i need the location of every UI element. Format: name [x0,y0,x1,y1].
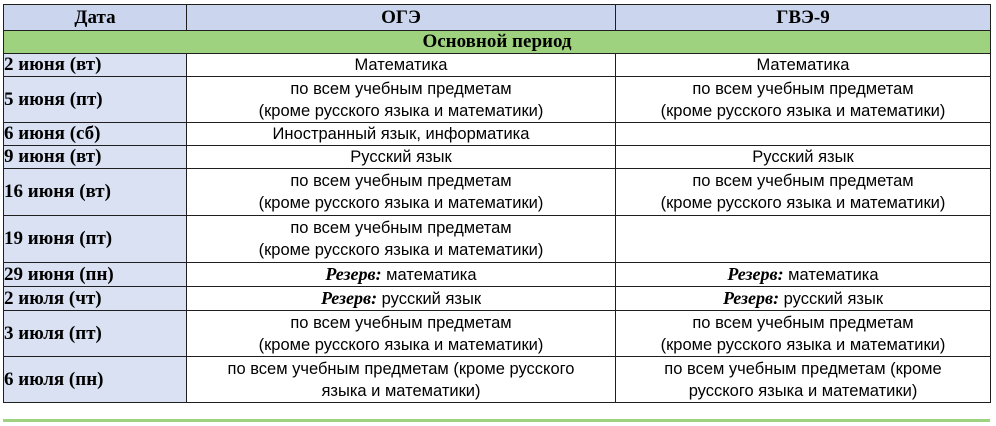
oge-cell [187,77,616,123]
cell-line: (кроме русского языка и математики) [258,241,544,259]
reserve-label: Резерв: [722,288,780,308]
oge-cell [187,263,616,287]
cell-line: Иностранный язык, информатика [272,125,530,143]
gve-cell-empty [616,123,991,146]
gve-cell [616,311,991,357]
header-date: Дата [4,5,187,31]
oge-cell [187,169,616,216]
cell-line: по всем учебным предметам [290,219,512,237]
cell-line: (кроме русского языка и математики) [660,101,946,120]
table-row [4,77,991,123]
reserve-text: математика [783,266,879,284]
table-row [4,54,991,77]
cell-line: по всем учебным предметам [290,172,512,190]
header-oge: ОГЭ [187,5,616,31]
reserve-label: Резерв: [325,264,382,284]
cell-line: Математика [756,56,850,74]
reserve-text: русский язык [779,290,884,308]
gve-cell [616,263,991,287]
row-date: 29 июня (пн) [4,263,187,287]
row-date: 2 июля (чт) [4,287,187,311]
oge-cell [187,146,616,169]
row-date: 9 июня (вт) [4,146,187,169]
cell-line: языка и математики) [321,381,481,400]
row-date: 2 июня (вт) [4,54,187,77]
cell-line: Математика [354,56,448,74]
cell-line: по всем учебным предметам [290,313,512,332]
oge-cell [187,216,616,263]
oge-cell [187,311,616,357]
cell-line: русского языка и математики) [688,381,918,400]
cell-line: по всем учебным предметам (кроме [664,359,942,378]
reserve-text: математика [381,266,477,284]
gve-cell [616,146,991,169]
oge-cell [187,54,616,77]
exam-schedule-table [3,4,991,403]
bottom-divider [3,419,990,422]
table-row [4,216,991,263]
cell-line: (кроме русского языка и математики) [258,194,544,212]
cell-line: по всем учебным предметам (кроме русского [227,359,575,378]
period-title: Основной период [4,31,991,54]
gve-cell [616,77,991,123]
reserve-label: Резерв: [320,288,378,308]
gve-cell [616,357,991,403]
reserve-label: Резерв: [727,264,784,284]
oge-cell [187,123,616,146]
reserve-text: русский язык [377,290,482,308]
cell-line: (кроме русского языка и математики) [258,101,544,120]
cell-line: Русский язык [350,148,452,166]
row-date: 16 июня (вт) [4,169,187,216]
table-row [4,357,991,403]
gve-cell [616,54,991,77]
cell-line: (кроме русского языка и математики) [258,335,544,354]
row-date: 6 июня (сб) [4,123,187,146]
oge-cell [187,287,616,311]
cell-line: (кроме русского языка и математики) [660,335,946,354]
cell-line: по всем учебным предметам [290,79,512,98]
gve-cell [616,287,991,311]
header-gve: ГВЭ-9 [616,5,991,31]
table-row [4,146,991,169]
cell-line: Русский язык [752,148,854,166]
gve-cell [616,169,991,216]
row-date: 19 июня (пт) [4,216,187,263]
gve-cell-empty [616,216,991,263]
cell-line: по всем учебным предметам [692,172,914,190]
oge-cell [187,357,616,403]
row-date: 6 июля (пн) [4,357,187,403]
table-row [4,263,991,287]
cell-line: (кроме русского языка и математики) [660,194,946,212]
table-row [4,123,991,146]
table-row [4,311,991,357]
row-date: 3 июля (пт) [4,311,187,357]
table-row [4,169,991,216]
period-row [4,31,991,54]
cell-line: по всем учебным предметам [692,313,914,332]
cell-line: по всем учебным предметам [692,79,914,98]
header-row [4,5,991,31]
schedule-table-wrapper [3,4,991,403]
row-date: 5 июня (пт) [4,77,187,123]
table-row [4,287,991,311]
